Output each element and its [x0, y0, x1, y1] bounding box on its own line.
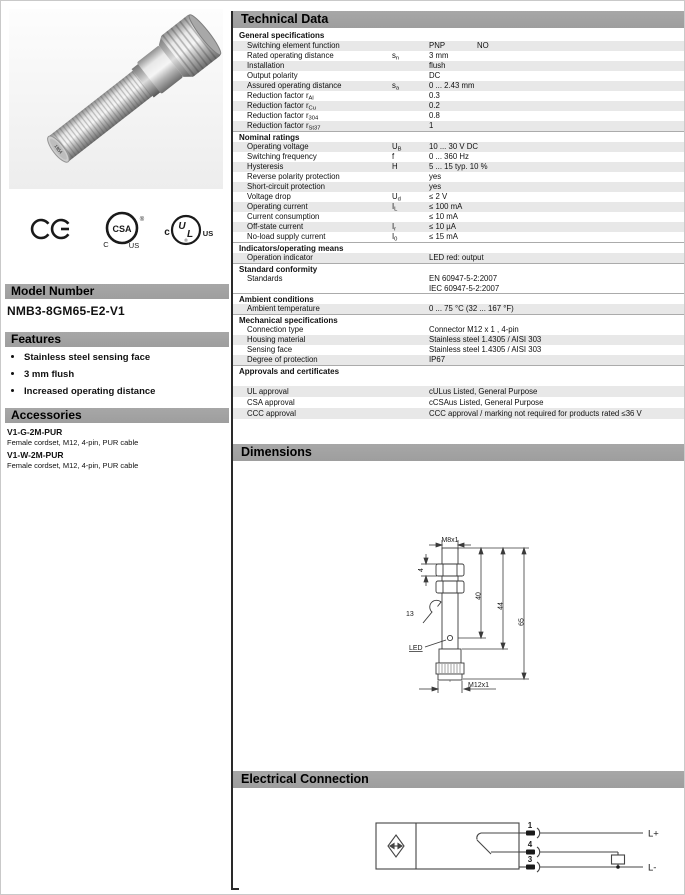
feature-item	[11, 352, 150, 363]
spec-label: Connection type	[247, 325, 304, 334]
spec-value: cULus Listed, General Purpose	[429, 387, 538, 396]
spec-value: Connector M12 x 1 , 4-pin	[429, 325, 519, 334]
spec-row	[233, 182, 685, 192]
spec-value: PNP	[429, 41, 446, 50]
electrical-connection-header-label: Electrical Connection	[241, 772, 369, 786]
spec-value: 0 ... 360 Hz	[429, 152, 469, 161]
spec-row	[233, 212, 685, 222]
spec-value: Stainless steel 1.4305 / AISI 303	[429, 345, 542, 354]
spec-label: No-load supply current	[247, 232, 326, 241]
svg-text:L: L	[186, 229, 194, 240]
spec-label-subscript: 304	[308, 115, 319, 122]
spec-value: 0 ... 2.43 mm	[429, 81, 475, 90]
spec-value: 1	[429, 121, 434, 130]
dim-label-m8: M8x1	[441, 537, 459, 544]
spec-row	[233, 253, 685, 263]
ce-mark-icon	[32, 220, 69, 238]
spec-label: Switching frequency	[247, 152, 317, 161]
spec-value: 0.2	[429, 101, 440, 110]
spec-symbol: $s_n$	[392, 51, 400, 62]
spec-label: Off-state current	[247, 222, 304, 231]
bullet-icon	[11, 372, 14, 375]
spec-value: 10 ... 30 V DC	[429, 142, 478, 151]
svg-text:US: US	[202, 229, 214, 238]
spec-value	[429, 274, 499, 293]
spec-row	[233, 192, 685, 202]
svg-text:®: ®	[139, 217, 145, 223]
accessory-name: V1-W-2M-PUR	[7, 450, 64, 460]
spec-row	[233, 111, 685, 121]
spec-value: 0.8	[429, 111, 440, 120]
dimension-lines	[419, 540, 529, 693]
spec-row	[233, 172, 685, 182]
pin-3-number: 3	[527, 855, 533, 864]
spec-label: Installation	[247, 61, 285, 70]
spec-value: DC	[429, 71, 441, 80]
spec-row	[233, 61, 685, 71]
model-number-header-label: Model Number	[11, 284, 95, 298]
accessory-name: V1-G-2M-PUR	[7, 427, 63, 437]
spec-row	[233, 162, 685, 172]
spec-value: flush	[429, 61, 446, 70]
svg-text:CSA: CSA	[112, 224, 132, 234]
section-header: Approvals and certificates	[233, 365, 685, 376]
spec-symbol-subscript: a	[395, 85, 400, 92]
section-header: Indicators/operating means	[233, 242, 685, 253]
svg-text:®: ®	[184, 238, 188, 243]
section-header: Nominal ratings	[233, 131, 685, 142]
section-header: Ambient conditions	[233, 293, 685, 304]
spec-row	[233, 386, 685, 397]
spec-label: Housing material	[247, 335, 306, 344]
spec-label: Standards	[247, 274, 283, 283]
spec-label: Reduction factor $r_{Al}$	[247, 91, 314, 102]
spec-label: Reduction factor $r_{Cu}$	[247, 101, 316, 112]
accessories-header-bar	[5, 408, 229, 423]
dim-label-4: 4	[418, 568, 425, 572]
feature-label: 3 mm flush	[24, 369, 75, 380]
section-header: General specifications	[239, 31, 325, 40]
spec-row	[233, 142, 685, 152]
dim-label-led: LED	[409, 645, 423, 652]
spec-value: LED red: output	[429, 253, 484, 262]
section-header: Standard conformity	[233, 263, 685, 274]
technical-data-header-bar	[233, 11, 685, 28]
spec-label: Output polarity	[247, 71, 298, 80]
spec-label: Operating current	[247, 202, 308, 211]
spec-value: cCSAus Listed, General Purpose	[429, 398, 544, 407]
spec-value: ≤ 10 µA	[429, 222, 456, 231]
product-photo	[9, 9, 223, 189]
sensor-barrel-outline	[442, 548, 458, 649]
spec-row	[233, 304, 685, 314]
accessory-description: Female cordset, M12, 4-pin, PUR cable	[7, 438, 139, 447]
spec-symbol-subscript: B	[397, 146, 402, 153]
section-header: Mechanical specifications	[233, 314, 685, 325]
dimension-drawing	[233, 466, 685, 766]
feature-label: Increased operating distance	[24, 386, 156, 397]
load-resistor	[612, 855, 625, 864]
features-header-bar	[5, 332, 229, 347]
spec-row	[233, 71, 685, 81]
spec-symbol-subscript: r	[394, 226, 397, 233]
spec-row	[233, 202, 685, 212]
spec-row	[233, 101, 685, 111]
wire-label-lplus: L+	[648, 828, 659, 840]
spec-symbol: $U_B$	[392, 142, 402, 153]
section-gap	[233, 376, 685, 386]
wire-label-lminus: L-	[648, 862, 657, 874]
spec-symbol: $U_d$	[392, 192, 401, 203]
dim-label-m12: M12x1	[468, 682, 490, 689]
spec-label: UL approval	[247, 387, 289, 396]
spec-value: yes	[429, 172, 442, 181]
technical-table	[233, 30, 685, 419]
spec-row	[233, 274, 685, 293]
spec-row	[233, 91, 685, 101]
model-number-header-bar	[5, 284, 229, 299]
spec-row	[233, 408, 685, 419]
spec-row	[233, 41, 685, 51]
spec-symbol-subscript: n	[395, 55, 400, 62]
spec-symbol: H	[392, 162, 398, 171]
spec-value: ≤ 15 mA	[429, 232, 458, 241]
spec-label: Rated operating distance	[247, 51, 334, 60]
feature-item	[11, 386, 155, 397]
ul-mark-icon	[164, 216, 213, 244]
spec-label-subscript: Al	[308, 95, 314, 102]
spec-value: IP67	[429, 355, 446, 364]
bullet-icon	[11, 355, 14, 358]
spec-value: ≤ 100 mA	[429, 202, 463, 211]
spec-label: Reverse polarity protection	[247, 172, 340, 181]
svg-text:c: c	[164, 227, 170, 238]
spec-label: Current consumption	[247, 212, 320, 221]
spec-row	[233, 222, 685, 232]
spec-value-secondary: NO	[477, 41, 489, 50]
inductive-sensor-icon	[388, 835, 404, 857]
spec-value: ≤ 10 mA	[429, 212, 458, 221]
switch-symbol	[477, 833, 519, 854]
features-header-label: Features	[11, 332, 62, 346]
led-indicator	[447, 635, 452, 640]
spec-row	[233, 152, 685, 162]
spec-value: 5 ... 15 typ. 10 %	[429, 162, 488, 171]
spec-symbol: $s_a$	[392, 81, 400, 92]
spec-label: Voltage drop	[247, 192, 291, 201]
model-number: NMB3-8GM65-E2-V1	[7, 304, 125, 318]
spec-value: Stainless steel 1.4305 / AISI 303	[429, 335, 542, 344]
dimensions-header-label: Dimensions	[241, 445, 312, 459]
spec-label: Operating voltage	[247, 142, 309, 151]
spec-label-subscript: St37	[308, 125, 321, 132]
spec-row	[233, 51, 685, 61]
accessories-header-label: Accessories	[11, 408, 82, 422]
wrench-icon	[423, 600, 441, 623]
spec-label: Sensing face	[247, 345, 293, 354]
spec-label-subscript: Cu	[308, 105, 316, 112]
spec-label: Operation indicator	[247, 253, 313, 262]
feature-item	[11, 369, 74, 380]
spec-label: CCC approval	[247, 409, 296, 418]
svg-text:U: U	[178, 221, 186, 232]
pin-1-number: 1	[527, 821, 533, 830]
wire-junction	[616, 865, 620, 869]
bullet-icon	[11, 389, 14, 392]
svg-text:US: US	[128, 241, 140, 250]
spec-symbol: f	[392, 152, 395, 161]
spec-label: Switching element function	[247, 41, 340, 50]
face-marking: 1954	[53, 143, 64, 155]
pin-4-number: 4	[527, 840, 533, 849]
spec-symbol: $I_0$	[392, 232, 398, 243]
spec-row	[233, 345, 685, 355]
spec-value: 0.3	[429, 91, 440, 100]
pin-1	[519, 828, 643, 838]
electrical-connection-diagram	[233, 786, 685, 891]
pin-4	[519, 847, 625, 867]
certification-marks	[9, 199, 223, 255]
svg-text:C: C	[103, 240, 109, 249]
spec-value-line: EN 60947-5-2:2007	[429, 274, 498, 283]
spec-value: 0 ... 75 °C (32 ... 167 °F)	[429, 304, 514, 313]
csa-mark-icon	[103, 213, 145, 250]
spec-symbol: $I_L$	[392, 202, 398, 213]
spec-row	[233, 81, 685, 91]
spec-label: Degree of protection	[247, 355, 318, 364]
spec-label: Assured operating distance	[247, 81, 342, 90]
spec-label: CSA approval	[247, 398, 295, 407]
dim-label-40: 40	[475, 592, 483, 600]
spec-row	[233, 121, 685, 131]
spec-row	[233, 325, 685, 335]
dim-label-44: 44	[497, 602, 505, 610]
spec-row	[233, 397, 685, 408]
spec-symbol-subscript: L	[394, 206, 398, 213]
spec-value: yes	[429, 182, 442, 191]
dimensions-header-bar	[233, 444, 685, 461]
accessory-description: Female cordset, M12, 4-pin, PUR cable	[7, 461, 139, 470]
dim-label-65: 65	[518, 618, 526, 626]
spec-label: Ambient temperature	[247, 304, 320, 313]
spec-row	[233, 232, 685, 242]
feature-label: Stainless steel sensing face	[24, 352, 151, 363]
spec-value: ≤ 2 V	[429, 192, 448, 201]
spec-symbol-subscript: d	[397, 196, 401, 203]
spec-label: Short-circuit protection	[247, 182, 325, 191]
technical-data-header-label: Technical Data	[241, 12, 329, 26]
spec-label: Hysteresis	[247, 162, 284, 171]
spec-label: Reduction factor $r_{304}$	[247, 111, 319, 122]
spec-row	[233, 355, 685, 365]
spec-value: 3 mm	[429, 51, 449, 60]
connector-outline	[436, 649, 464, 680]
dim-label-13: 13	[406, 611, 414, 618]
spec-symbol-subscript: 0	[394, 236, 398, 243]
spec-value-line: IEC 60947-5-2:2007	[429, 283, 500, 293]
spec-value: CCC approval / marking not required for products rated ≤36 V	[429, 409, 642, 418]
spec-symbol: $I_r$	[392, 222, 397, 233]
spec-label: Reduction factor $r_{St37}$	[247, 121, 321, 132]
spec-row	[233, 335, 685, 345]
